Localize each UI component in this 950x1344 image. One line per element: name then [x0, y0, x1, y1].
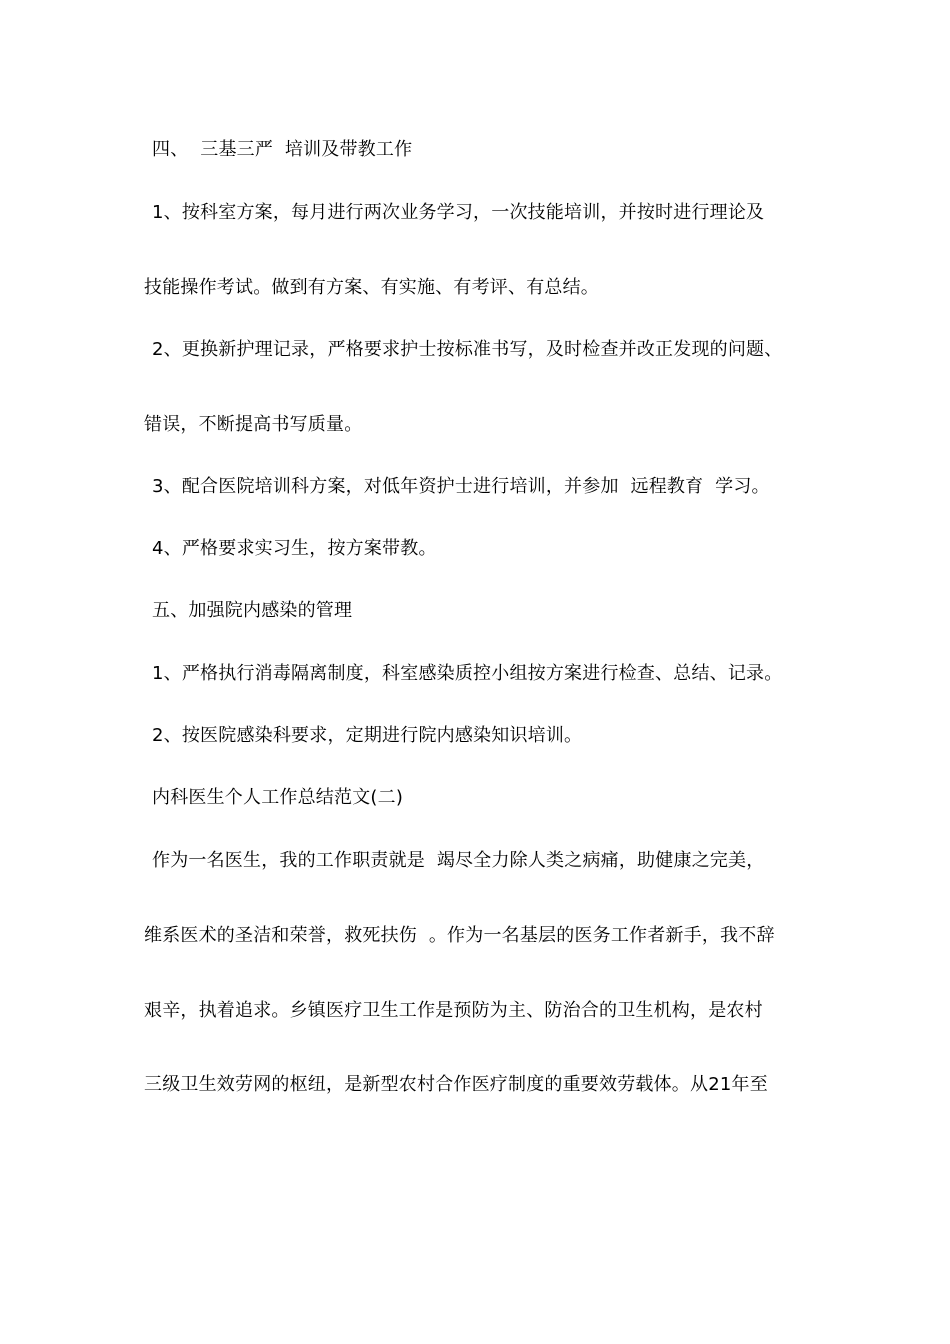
section-heading-four: 四、 三基三严 培训及带教工作: [152, 139, 413, 160]
section-heading-five: 五、加强院内感染的管理: [152, 600, 353, 621]
paragraph-line: 错误，不断提高书写质量。: [144, 414, 363, 435]
paragraph-line: 1、严格执行消毒隔离制度，科室感染质控小组按方案进行检查、总结、记录。: [152, 663, 783, 684]
paragraph-line: 1、按科室方案，每月进行两次业务学习，一次技能培训，并按时进行理论及: [152, 202, 765, 223]
article-title: 内科医生个人工作总结范文(二): [152, 787, 404, 808]
paragraph-line: 2、更换新护理记录，严格要求护士按标准书写，及时检查并改正发现的问题、: [152, 339, 783, 360]
paragraph-line: 3、配合医院培训科方案，对低年资护士进行培训，并参加 远程教育 学习。: [152, 476, 770, 497]
paragraph-line: 4、严格要求实习生，按方案带教。: [152, 538, 437, 559]
paragraph-line: 作为一名医生，我的工作职责就是 竭尽全力除人类之病痛，助健康之完美，: [152, 850, 765, 871]
paragraph-line: 技能操作考试。做到有方案、有实施、有考评、有总结。: [144, 277, 599, 298]
paragraph-line: 维系医术的圣洁和荣誉，救死扶伤 。作为一名基层的医务工作者新手，我不辞: [144, 925, 775, 946]
paragraph-line: 三级卫生效劳网的枢纽，是新型农村合作医疗制度的重要效劳载体。从21年至: [144, 1074, 768, 1095]
paragraph-line: 2、按医院感染科要求，定期进行院内感染知识培训。: [152, 725, 583, 746]
paragraph-line: 艰辛，执着追求。乡镇医疗卫生工作是预防为主、防治合的卫生机构，是农村: [144, 1000, 763, 1021]
